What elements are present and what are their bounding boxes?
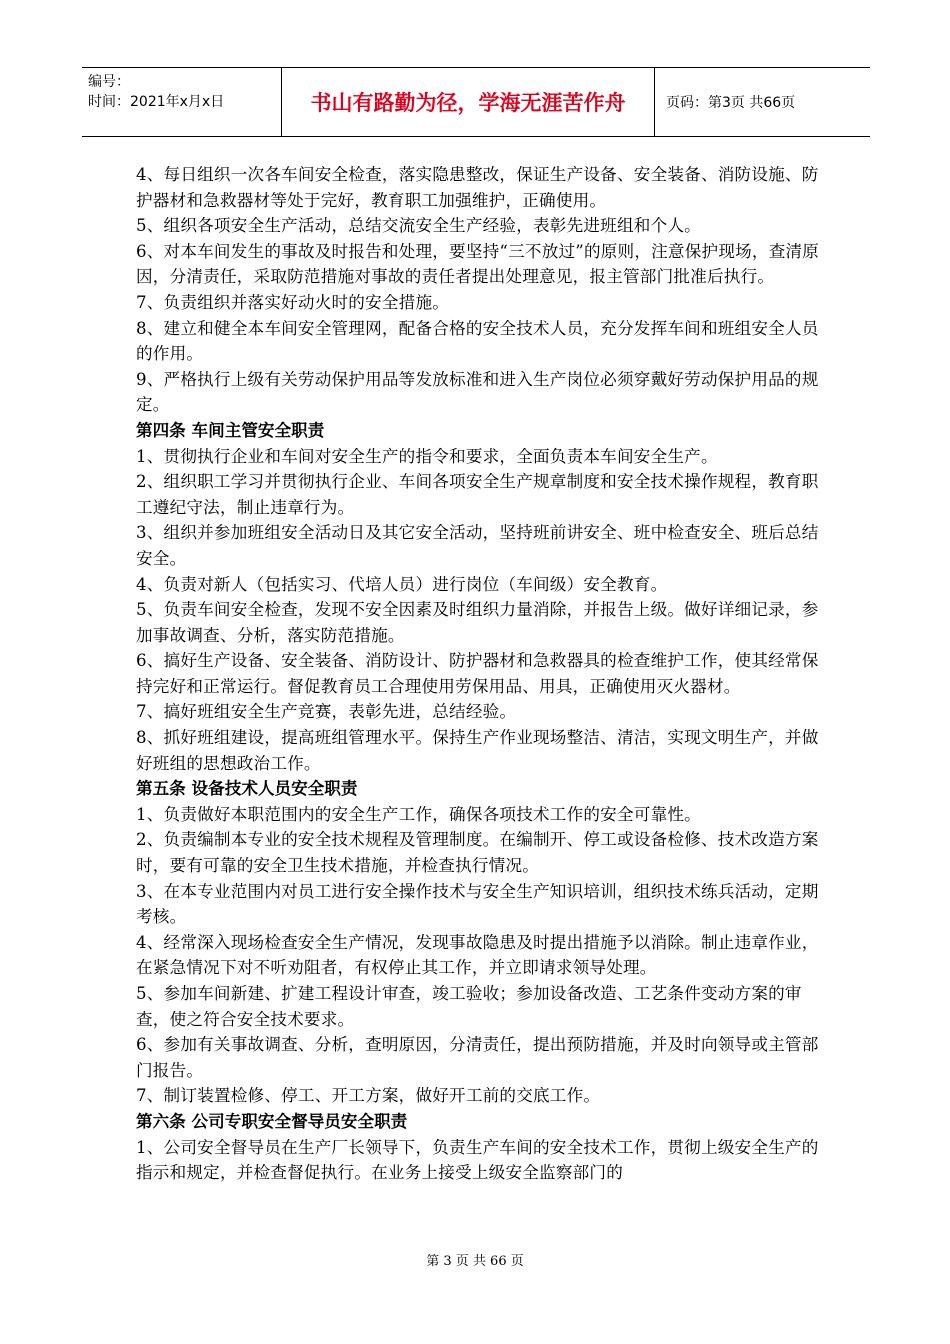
header-meta xyxy=(82,68,282,136)
number-label: 编号： xyxy=(88,74,130,90)
paragraph: 6、搞好生产设备、安全装备、消防设计、防护器材和急救器具的检查维护工作，使其经常保持完好和正常运行。督促教育员工合理使用劳保用品、用具，正确使用灭火器材。 xyxy=(136,651,819,696)
paragraph: 4、负责对新人（包括实习、代培人员）进行岗位（车间级）安全教育。 xyxy=(136,574,668,594)
paragraph: 2、组织职工学习并贯彻执行企业、车间各项安全生产规章制度和安全技术操作规程，教育职工遵纪守法，制止违章行为。 xyxy=(136,472,819,517)
paragraph: 5、负责车间安全检查，发现不安全因素及时组织力量消除，并报告上级。做好详细记录，参加事故调查、分析，落实防范措施。 xyxy=(136,600,819,645)
paragraph: 4、经常深入现场检查安全生产情况，发现事故隐患及时提出措施予以消除。制止违章作业，在紧急情况下对不听劝阻者，有权停止其工作，并立即请求领导处理。 xyxy=(136,932,819,978)
header-motto: 书山有路勤为径，学海无涯苦作舟 xyxy=(282,68,655,136)
page-footer: 第 3 页 共 66 页 xyxy=(426,1254,524,1269)
paragraph: 4、每日组织一次各车间安全检查，落实隐患整改，保证生产设备、安全装备、消防设施、防护器材和急救器材等处于完好，教育职工加强维护，正确使用。 xyxy=(136,165,819,210)
paragraph: 3、在本专业范围内对员工进行安全操作技术与安全生产知识培训，组织技术练兵活动，定期考核。 xyxy=(136,881,819,927)
paragraph: 1、贯彻执行企业和车间对安全生产的指令和要求，全面负责本车间安全生产。 xyxy=(136,446,718,466)
paragraph: 3、组织并参加班组安全活动日及其它安全活动，坚持班前讲安全、班中检查安全、班后总结安全。 xyxy=(136,523,819,568)
paragraph: 5、参加车间新建、扩建工程设计审查，竣工验收；参加设备改造、工艺条件变动方案的审查，使之符合安全技术要求。 xyxy=(136,984,802,1029)
paragraph: 1、负责做好本职范围内的安全生产工作，确保各项技术工作的安全可靠性。 xyxy=(136,804,701,824)
page-header xyxy=(82,67,870,137)
header-page-info: 页码：第3页 共66页 xyxy=(666,95,796,111)
section-heading: 第五条 设备技术人员安全职责 xyxy=(136,779,358,799)
paragraph: 2、负责编制本专业的安全技术规程及管理制度。在编制开、停工或设备检修、技术改造方案时，要有可靠的安全卫生技术措施，并检查执行情况。 xyxy=(136,830,819,876)
paragraph: 8、建立和健全本车间安全管理网，配备合格的安全技术人员，充分发挥车间和班组安全人员的作用。 xyxy=(136,318,819,364)
paragraph: 7、搞好班组安全生产竞赛，表彰先进，总结经验。 xyxy=(136,702,517,722)
document-body xyxy=(136,162,826,1186)
section-heading: 第六条 公司专职安全督导员安全职责 xyxy=(136,1111,408,1131)
paragraph: 6、参加有关事故调查、分析，查明原因，分清责任，提出预防措施，并及时向领导或主管部门报告。 xyxy=(136,1035,819,1080)
paragraph: 8、抓好班组建设，提高班组管理水平。保持生产作业现场整洁、清洁，实现文明生产，并做好班组的思想政治工作。 xyxy=(136,728,819,773)
paragraph: 7、制订装置检修、停工、开工方案，做好开工前的交底工作。 xyxy=(136,1086,601,1106)
paragraph: 5、组织各项安全生产活动，总结交流安全生产经验，表彰先进班组和个人。 xyxy=(136,216,701,236)
paragraph: 1、公司安全督导员在生产厂长领导下，负责生产车间的安全技术工作，贯彻上级安全生产的指示和规定，并检查督促执行。在业务上接受上级安全监察部门的 xyxy=(136,1137,819,1183)
section-heading: 第四条 车间主管安全职责 xyxy=(136,420,325,440)
paragraph: 6、对本车间发生的事故及时报告和处理，要坚持“三不放过”的原则，注意保护现场，查清原因，分清责任，采取防范措施对事故的责任者提出处理意见，报主管部门批准后执行。 xyxy=(136,241,820,287)
paragraph: 7、负责组织并落实好动火时的安全措施。 xyxy=(136,292,450,312)
paragraph: 9、严格执行上级有关劳动保护用品等发放标准和进入生产岗位必须穿戴好劳动保护用品的规定。 xyxy=(136,369,819,415)
time-label: 时间：2021年x月x日 xyxy=(88,94,225,110)
